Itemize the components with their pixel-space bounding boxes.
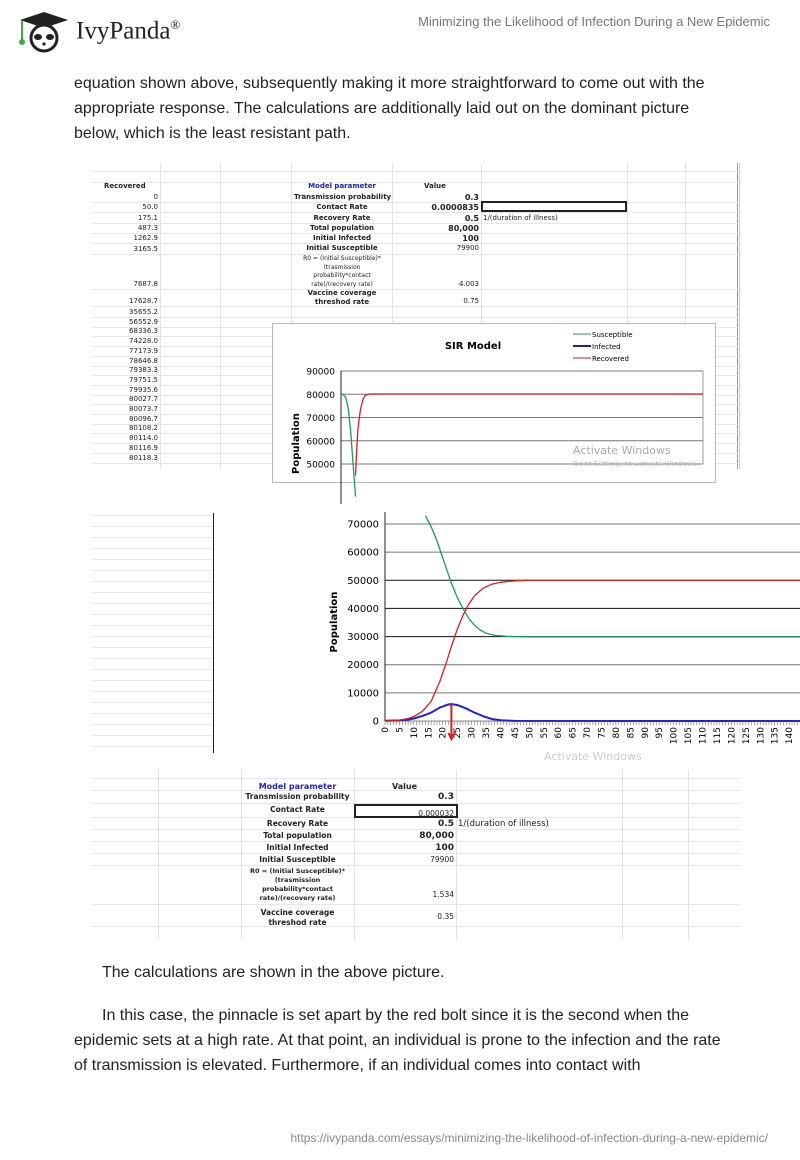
recovered-cell: 74228.0 bbox=[129, 337, 158, 346]
row-divider bbox=[92, 691, 212, 692]
recovered-cell: 1262.9 bbox=[133, 234, 158, 243]
param-label: Transmission probability bbox=[294, 193, 392, 201]
spreadsheet-screenshot-3 bbox=[92, 770, 740, 940]
recovered-cell: 78646.8 bbox=[129, 356, 158, 365]
recovered-cell: 3165.5 bbox=[133, 244, 158, 253]
recovered-cell: 35655.2 bbox=[129, 308, 158, 316]
selected-cell[interactable] bbox=[481, 201, 627, 212]
legend-label: Infected bbox=[592, 343, 621, 351]
row-divider bbox=[92, 625, 212, 626]
y-tick-label: 60000 bbox=[306, 437, 335, 448]
row-divider bbox=[92, 841, 740, 842]
recovered-cell: 487.3 bbox=[137, 223, 158, 232]
x-tick-label: 10 bbox=[409, 727, 420, 739]
y-tick-label: 90000 bbox=[306, 367, 335, 378]
param-value: 80,000 bbox=[419, 831, 454, 841]
x-tick-label: 100 bbox=[669, 727, 680, 745]
selected-cell[interactable] bbox=[354, 804, 458, 818]
x-tick-label: 5 bbox=[395, 727, 406, 733]
row-divider bbox=[92, 713, 212, 714]
param-header: Model parameter bbox=[308, 182, 376, 190]
x-tick-label: 15 bbox=[424, 727, 435, 739]
row-divider bbox=[92, 559, 212, 560]
y-axis-label: Population bbox=[291, 413, 302, 474]
param-value: 0.35 bbox=[437, 912, 454, 921]
param-header: Model parameter bbox=[258, 782, 337, 791]
param-label: Transmission probability bbox=[245, 792, 350, 801]
param-label: Recovery Rate bbox=[313, 214, 371, 222]
param-value: 0.3 bbox=[464, 193, 479, 202]
x-tick-label: 55 bbox=[539, 727, 550, 739]
row-divider bbox=[92, 289, 739, 290]
y-tick-label: 40000 bbox=[347, 603, 379, 615]
y-tick-label: 0 bbox=[372, 716, 379, 728]
x-tick-label: 20 bbox=[438, 727, 449, 739]
chart-plot bbox=[306, 368, 703, 505]
value-header: Value bbox=[424, 182, 446, 190]
series-line-susceptible bbox=[341, 394, 356, 496]
row-divider bbox=[92, 581, 212, 582]
watermark-subtext: Go to Settings to activate Windows. bbox=[573, 460, 699, 468]
series-line-susceptible bbox=[425, 516, 800, 637]
panda-graduate-icon bbox=[14, 10, 74, 52]
row-divider bbox=[92, 636, 212, 637]
recovered-cell: 50.0 bbox=[142, 203, 158, 212]
x-tick-label: 115 bbox=[712, 727, 723, 745]
row-divider bbox=[92, 669, 212, 670]
row-divider bbox=[92, 829, 740, 830]
param-label: Recovery Rate bbox=[266, 819, 329, 828]
legend-label: Recovered bbox=[592, 355, 629, 363]
recovered-cell: 0 bbox=[153, 193, 158, 201]
recovered-cell: 80073.7 bbox=[129, 405, 158, 413]
x-tick-label: 105 bbox=[684, 727, 695, 745]
x-tick-label: 35 bbox=[482, 727, 493, 739]
row-divider bbox=[92, 515, 212, 516]
row-divider bbox=[92, 746, 212, 747]
param-value: 0.5 bbox=[438, 819, 454, 829]
document-title: Minimizing the Likelihood of Infection During a New Epidemic bbox=[418, 14, 770, 29]
recovered-cell: 80116.9 bbox=[129, 443, 158, 452]
x-tick-label: 0 bbox=[381, 727, 391, 733]
value-header: Value bbox=[392, 782, 418, 791]
series-line-recovered bbox=[385, 580, 800, 721]
x-tick-label: 95 bbox=[655, 727, 666, 739]
x-tick-label: 125 bbox=[741, 727, 752, 745]
recovered-cell: 79383.3 bbox=[129, 366, 158, 375]
x-tick-label: 80 bbox=[611, 727, 622, 739]
x-tick-label: 140 bbox=[785, 727, 796, 745]
param-label: Total population bbox=[263, 831, 332, 840]
sir-chart-1 bbox=[272, 323, 716, 483]
row-divider bbox=[92, 603, 212, 604]
row-divider bbox=[92, 254, 739, 255]
row-divider bbox=[92, 865, 740, 866]
recovered-cell: 17628.7 bbox=[129, 297, 158, 305]
y-tick-label: 60000 bbox=[347, 547, 379, 559]
source-url[interactable]: https://ivypanda.com/essays/minimizing-the-likelihood-of-infection-during-a-new-epidemic/ bbox=[290, 1131, 768, 1145]
row-divider bbox=[92, 570, 212, 571]
x-tick-label: 90 bbox=[640, 727, 651, 739]
row-divider bbox=[92, 702, 212, 703]
recovered-header: Recovered bbox=[104, 182, 146, 190]
x-tick-label: 70 bbox=[583, 727, 594, 739]
param-label: Vaccine coverage threshod rate bbox=[307, 289, 377, 306]
param-value: 79900 bbox=[430, 855, 454, 864]
y-tick-label: 10000 bbox=[347, 688, 379, 700]
param-label: Total population bbox=[309, 224, 375, 232]
param-label: Initial Susceptible bbox=[306, 244, 378, 252]
brand-name bbox=[76, 17, 180, 45]
row-divider bbox=[92, 614, 212, 615]
param-value: 100 bbox=[462, 234, 479, 243]
param-value: 1.534 bbox=[432, 890, 454, 899]
y-tick-label: 50000 bbox=[347, 575, 379, 587]
x-tick-label: 45 bbox=[510, 727, 521, 739]
spreadsheet-screenshot-1 bbox=[92, 163, 740, 474]
x-tick-label: 110 bbox=[698, 727, 709, 745]
param-value: 0.75 bbox=[463, 297, 479, 305]
recovered-cell: 80096.7 bbox=[129, 414, 158, 423]
row-divider bbox=[92, 926, 740, 927]
recovered-cell: 56552.9 bbox=[129, 317, 158, 326]
param-label: Contact Rate bbox=[270, 805, 325, 814]
y-tick-label: 70000 bbox=[347, 519, 379, 531]
x-tick-label: 50 bbox=[525, 727, 536, 739]
param-value: 0.0000835 bbox=[431, 203, 479, 212]
row-divider bbox=[92, 306, 739, 307]
paragraph-caption: The calculations are shown in the above picture. bbox=[102, 964, 445, 981]
paragraph-intro: equation shown above, subsequently making it more straightforward to come out with the appropriate response. The calculations are additionally laid out on the dominant picture below, which is the least resistant path. bbox=[74, 75, 705, 142]
recovered-cell: 68336.3 bbox=[129, 327, 158, 336]
y-tick-label: 30000 bbox=[347, 632, 379, 644]
param-note: 1/(duration of illness) bbox=[458, 819, 549, 829]
param-label: Initial Infected bbox=[266, 843, 329, 852]
watermark-text: Activate Windows bbox=[544, 750, 642, 763]
param-label: R0 = (Initial Susceptible)*(trasmission probability*contact rate)/(recovery rate) bbox=[303, 255, 381, 288]
y-tick-label: 20000 bbox=[347, 660, 379, 672]
recovered-cell: 77173.9 bbox=[129, 346, 158, 355]
chart-plot bbox=[347, 512, 800, 744]
row-divider bbox=[92, 526, 212, 527]
x-tick-label: 135 bbox=[770, 727, 781, 745]
series-line-infected bbox=[385, 704, 800, 721]
recovered-cell: 80027.7 bbox=[129, 395, 158, 404]
brand-text: IvyPanda bbox=[76, 17, 171, 45]
param-label: Vaccine coverage threshod rate bbox=[260, 908, 335, 927]
x-tick-label: 65 bbox=[568, 727, 579, 739]
recovered-cell: 80118.3 bbox=[129, 453, 158, 462]
row-divider bbox=[92, 647, 212, 648]
param-value: 0.000032 bbox=[418, 809, 454, 818]
recovered-cell: 175.1 bbox=[137, 213, 158, 222]
row-divider bbox=[92, 680, 212, 681]
param-value: 4.003 bbox=[458, 280, 479, 288]
param-note: 1/(duration of illness) bbox=[483, 214, 558, 222]
y-tick-label: 80000 bbox=[306, 390, 335, 401]
row-divider bbox=[92, 778, 740, 779]
chart-title: SIR Model bbox=[444, 341, 502, 352]
recovered-cell: 79935.6 bbox=[129, 385, 158, 394]
x-tick-label: 60 bbox=[554, 727, 565, 739]
param-value: 80,000 bbox=[448, 224, 479, 233]
param-value: 0.5 bbox=[464, 214, 479, 223]
watermark-text: Activate Windows bbox=[573, 444, 671, 457]
x-tick-label: 25 bbox=[453, 727, 464, 739]
param-value: 79900 bbox=[456, 244, 479, 252]
row-divider bbox=[92, 904, 740, 905]
y-tick-label: 70000 bbox=[306, 414, 335, 424]
row-divider bbox=[92, 853, 740, 854]
x-tick-label: 85 bbox=[626, 727, 637, 739]
x-tick-label: 120 bbox=[727, 727, 738, 745]
row-divider bbox=[92, 735, 212, 736]
param-label: R0 = (Initial Susceptible)*(trasmission probability*contact rate)/(recovery rate) bbox=[249, 867, 346, 902]
recovered-cell: 80108.2 bbox=[129, 424, 158, 433]
paragraph-analysis: In this case, the pinnacle is set apart by the red bolt since it is the second when the epidemic sets at a high rate. At that point, an individual is prone to the infection and the rate of transmission is elevated. Furthermore, if an individual comes into contact with bbox=[74, 1007, 721, 1074]
row-divider bbox=[92, 592, 212, 593]
y-tick-label: 50000 bbox=[306, 460, 335, 471]
recovered-cell: 7687.8 bbox=[133, 280, 158, 288]
x-tick-label: 75 bbox=[597, 727, 608, 739]
row-divider bbox=[92, 548, 212, 549]
row-divider bbox=[92, 724, 212, 725]
recovered-cell: 80114.0 bbox=[129, 434, 158, 443]
recovered-cell: 79751.5 bbox=[129, 375, 158, 384]
y-axis-label: Population bbox=[329, 591, 340, 653]
legend-label: Susceptible bbox=[592, 331, 633, 339]
param-label: Contact Rate bbox=[316, 203, 368, 211]
row-divider bbox=[92, 317, 739, 318]
param-value: 0.3 bbox=[438, 792, 454, 802]
param-value: 100 bbox=[435, 843, 454, 853]
param-label: Initial Infected bbox=[313, 234, 371, 242]
spreadsheet-screenshot-2 bbox=[92, 510, 796, 763]
x-tick-label: 130 bbox=[756, 727, 767, 745]
row-divider bbox=[92, 658, 212, 659]
registered-mark: ® bbox=[170, 17, 181, 32]
row-divider bbox=[92, 537, 212, 538]
x-tick-label: 40 bbox=[496, 727, 507, 739]
param-label: Initial Susceptible bbox=[259, 855, 336, 864]
x-tick-label: 30 bbox=[467, 727, 478, 739]
